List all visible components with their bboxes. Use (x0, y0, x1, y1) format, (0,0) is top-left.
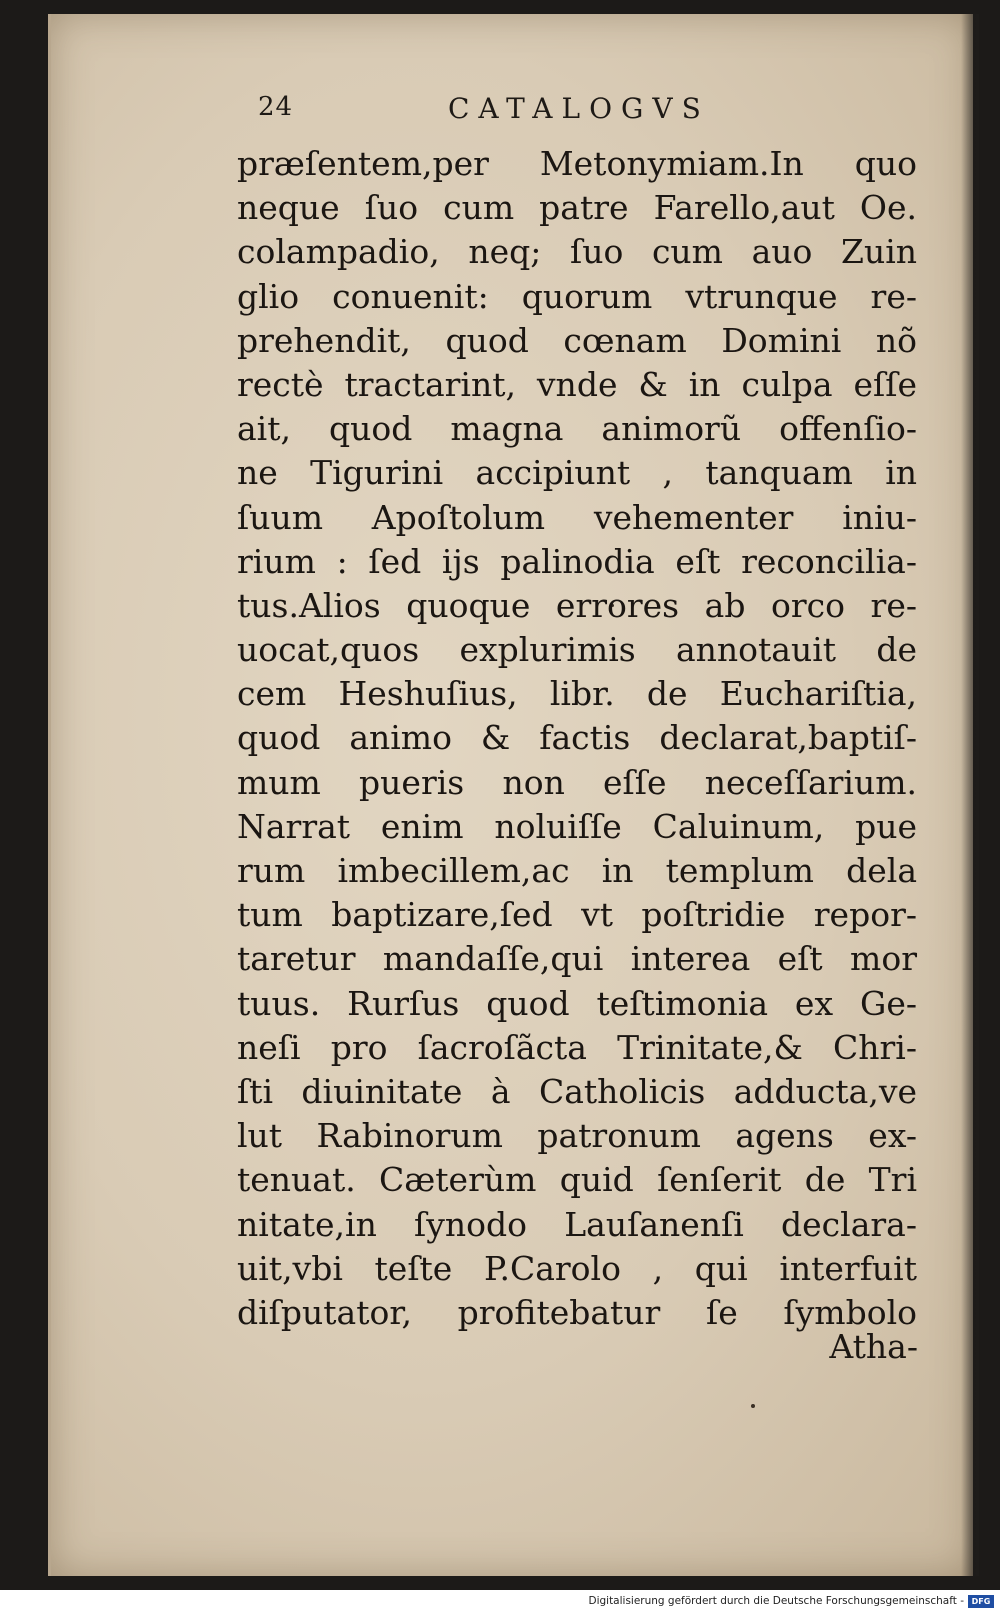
text-line: neque ſuo cum patre Farello,aut Oe. (237, 188, 917, 228)
text-line: prehendit, quod cœnam Domini nõ (237, 320, 917, 360)
digitization-footer (0, 1590, 1000, 1615)
text-line: cem Heshuſius, libr. de Euchariſtia, (237, 674, 917, 714)
text-line: diſputator, profitebatur ſe ſymbolo (237, 1292, 917, 1332)
page-number: 24 (258, 92, 294, 122)
text-line: ſuum Apoſtolum vehementer iniu- (237, 497, 917, 537)
text-line: tenuat. Cæterùm quid ſenſerit de Tri (237, 1160, 917, 1200)
footer-credit-text: Digitalisierung gefördert durch die Deutsche Forschungsgemeinschaft - (588, 1595, 964, 1607)
text-line: Narrat enim noluiſſe Caluinum, pue (237, 806, 917, 846)
text-line: taretur mandaſſe,qui interea eſt mor (237, 939, 917, 979)
body-text (237, 142, 917, 1335)
text-line: lut Rabinorum patronum agens ex- (237, 1116, 917, 1156)
text-line: rectè tractarint, vnde & in culpa eſſe (237, 364, 917, 404)
running-head: CATALOGVS (448, 92, 710, 125)
ink-speck (751, 1404, 755, 1408)
text-line: uit,vbi teſte P.Carolo , qui interfuit (237, 1248, 917, 1288)
text-line: tus.Alios quoque errores ab orco re- (237, 585, 917, 625)
text-line: rium : ſed ijs palinodia eſt reconcilia- (237, 541, 917, 581)
text-line: tum baptizare,ſed vt poſtridie repor- (237, 895, 917, 935)
dfg-logo: DFG (968, 1595, 994, 1608)
text-line: tuus. Rurſus quod teſtimonia ex Ge- (237, 983, 917, 1023)
text-line: nitate,in ſynodo Lauſanenſi declara- (237, 1204, 917, 1244)
text-line: colampadio, neq; ſuo cum auo Zuin (237, 232, 917, 272)
text-line: quod animo & factis declarat,baptiſ- (237, 718, 917, 758)
text-line: præſentem,per Metonymiam.In quo (237, 144, 917, 183)
catchword: Atha- (829, 1327, 918, 1366)
text-line: glio conuenit: quorum vtrunque re- (237, 276, 917, 316)
text-line: ne Tigurini accipiunt , tanquam in (237, 453, 917, 493)
text-line: uocat,quos explurimis annotauit de (237, 630, 917, 670)
text-line: rum imbecillem,ac in templum dela (237, 851, 917, 890)
text-line: ſti diuinitate à Catholicis adducta,ve (237, 1071, 917, 1111)
text-line: mum pueris non eſſe neceſſarium. (237, 762, 917, 802)
text-line: neſi pro ſacroſãcta Trinitate,& Chri- (237, 1027, 917, 1067)
text-line: ait, quod magna animorũ offenſio- (237, 409, 917, 449)
